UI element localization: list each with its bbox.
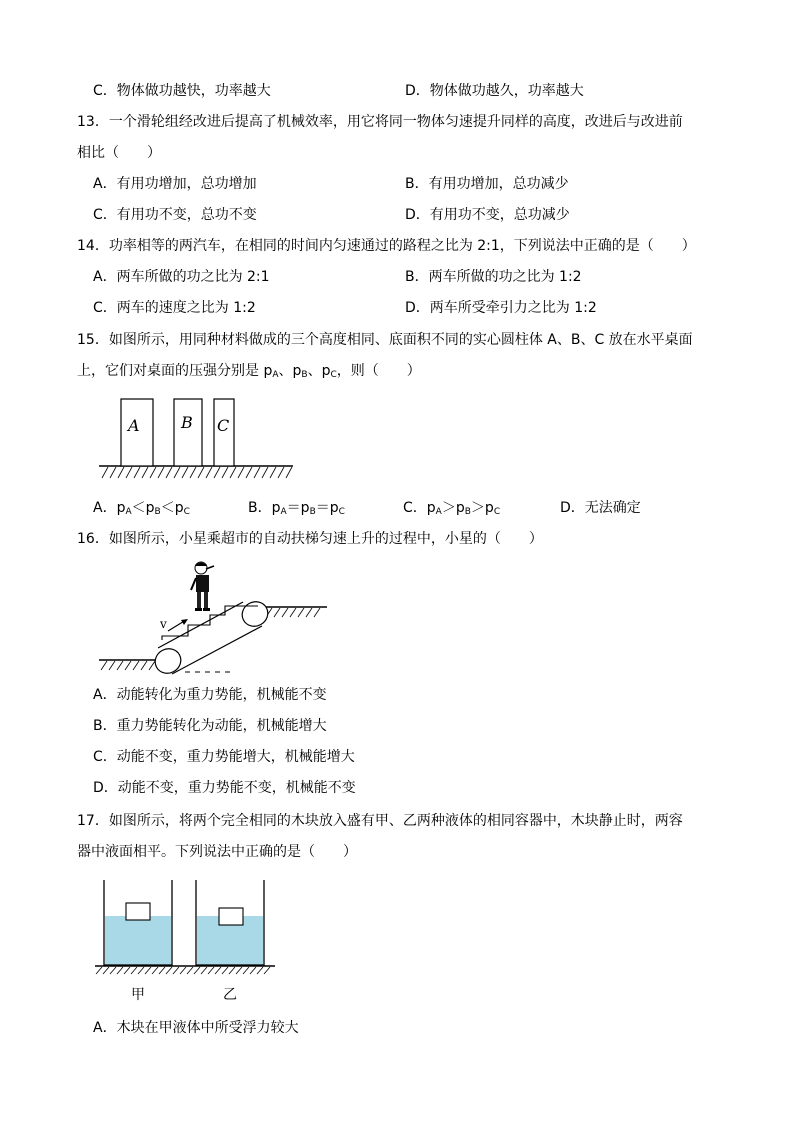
q17-option-a: A．木块在甲液体中所受浮力较大 xyxy=(93,1020,299,1036)
q15-option-d: D．无法确定 xyxy=(560,500,641,516)
cylinder-c-label: C xyxy=(217,416,230,435)
cylinder-b-label: B xyxy=(181,413,193,432)
q15-stem-line1: 15．如图所示，用同种材料做成的三个高度相同、底面积不同的实心圆柱体 A、B、C 放在水平桌面 xyxy=(77,332,693,348)
q15-stem-line2: 上，它们对桌面的压强分别是 $p_A$、$p_B$、$p_C$，则（ ） xyxy=(77,363,421,380)
q13-stem-line1: 13．一个滑轮组经改进后提高了机械效率，用它将同一物体匀速提升同样的高度，改进后与改进前 xyxy=(77,114,683,130)
q14-stem: 14．功率相等的两汽车，在相同的时间内匀速通过的路程之比为 2:1，下列说法中正确的是（ ） xyxy=(77,238,696,254)
q12-option-d: D．物体做功越久，功率越大 xyxy=(405,83,584,99)
label-jia: 甲 xyxy=(131,987,145,1003)
q16-stem: 16．如图所示，小星乘超市的自动扶梯匀速上升的过程中，小星的（ ） xyxy=(77,531,543,547)
q14-option-a: A．两车所做的功之比为 2:1 xyxy=(93,269,270,285)
cylinder-a-label: A xyxy=(128,416,140,435)
q16-option-c: C．动能不变，重力势能增大，机械能增大 xyxy=(93,749,355,765)
q15-option-c: C．$p_A>p_B>p_C$ xyxy=(403,500,501,517)
velocity-label: v xyxy=(160,617,167,631)
q15-option-a: A．$p_A<p_B<p_C$ xyxy=(93,500,190,517)
q16-option-b: B．重力势能转化为动能，机械能增大 xyxy=(93,718,327,734)
q14-option-d: D．两车所受牵引力之比为 1:2 xyxy=(405,300,597,316)
q13-option-a: A．有用功增加，总功增加 xyxy=(93,176,257,192)
q16-option-d: D．动能不变，重力势能不变，机械能不变 xyxy=(93,780,356,796)
liquid-jia xyxy=(105,916,171,965)
wood-block-yi xyxy=(219,908,243,925)
q13-option-d: D．有用功不变，总功减少 xyxy=(405,207,570,223)
q14-option-c: C．两车的速度之比为 1:2 xyxy=(93,300,256,316)
wood-block-jia xyxy=(126,903,150,920)
q17-stem-line2: 器中液面相平。下列说法中正确的是（ ） xyxy=(77,844,357,860)
q14-option-b: B．两车所做的功之比为 1:2 xyxy=(405,269,582,285)
label-yi: 乙 xyxy=(223,987,237,1003)
q15-option-b: B．$p_A=p_B=p_C$ xyxy=(248,500,345,517)
q12-option-c: C．物体做功越快，功率越大 xyxy=(93,83,271,99)
q13-option-b: B．有用功增加，总功减少 xyxy=(405,176,569,192)
q17-stem-line1: 17．如图所示，将两个完全相同的木块放入盛有甲、乙两种液体的相同容器中，木块静止时，两容 xyxy=(77,813,683,829)
q13-option-c: C．有用功不变，总功不变 xyxy=(93,207,257,223)
q16-option-a: A．动能转化为重力势能，机械能不变 xyxy=(93,687,327,703)
q13-stem-line2: 相比（ ） xyxy=(77,145,161,161)
